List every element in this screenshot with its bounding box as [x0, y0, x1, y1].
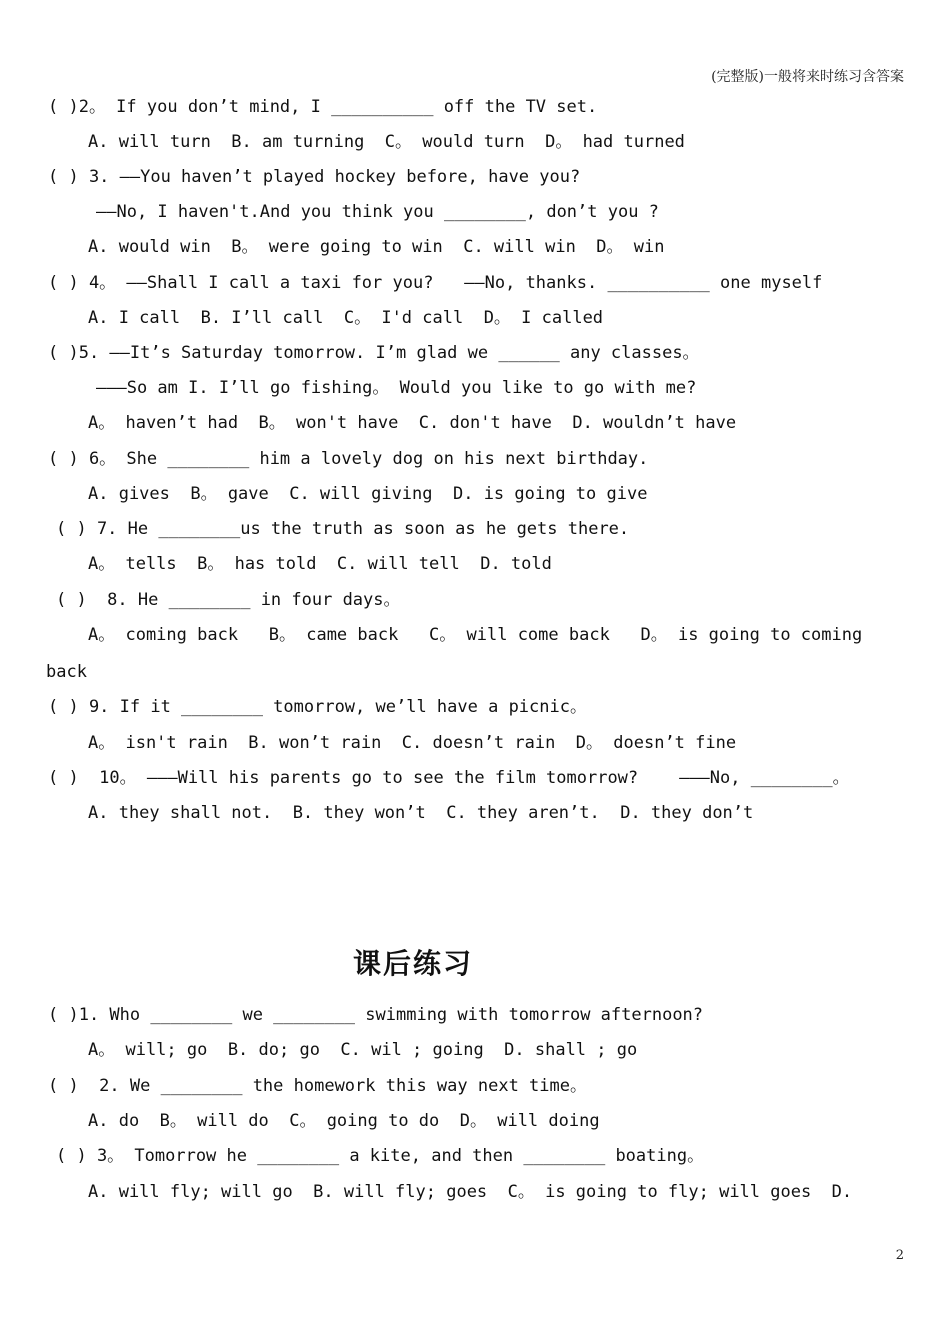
- question-line: ———So am I. I’ll go fishing。 Would you like to go with me?: [96, 378, 697, 398]
- question-line: ( )2。 If you don’t mind, I __________ off the TV set.: [48, 97, 598, 117]
- question-line: ( ) 4。 ——Shall I call a taxi for you? ——No, thanks. __________ one myself: [48, 273, 823, 293]
- answer-options: A. would win B。 were going to win C. will win D。 win: [88, 237, 665, 257]
- question-line: ( ) 7. He ________us the truth as soon as he gets there.: [56, 519, 630, 539]
- page-header: (完整版)一般将来时练习含答案: [711, 69, 904, 85]
- answer-options: back: [46, 662, 87, 682]
- question-line: ( )1. Who ________ we ________ swimming with tomorrow afternoon?: [48, 1005, 704, 1025]
- answer-options: A。 coming back B。 came back C。 will come back D。 is going to coming: [88, 625, 863, 645]
- answer-options: A. will turn B. am turning C。 would turn D。 had turned: [88, 132, 685, 152]
- page-number: 2: [895, 1248, 904, 1263]
- question-line: ( )5. ——It’s Saturday tomorrow. I’m glad we ______ any classes。: [48, 343, 700, 363]
- answer-options: A。 haven’t had B。 won't have C. don't have D. wouldn’t have: [88, 413, 737, 433]
- question-line: ——No, I haven't.And you think you ________, don’t you ?: [96, 202, 659, 222]
- question-line: ( ) 3. ——You haven’t played hockey before, have you?: [48, 167, 581, 187]
- answer-options: A. will fly; will go B. will fly; goes C。 is going to fly; will goes D.: [88, 1182, 853, 1202]
- answer-options: A。 isn't rain B. won’t rain C. doesn’t rain D。 doesn’t fine: [88, 733, 737, 753]
- answer-options: A. gives B。 gave C. will giving D. is going to give: [88, 484, 648, 504]
- answer-options: A。 tells B。 has told C. will tell D. told: [88, 554, 552, 574]
- question-line: ( ) 3。 Tomorrow he ________ a kite, and then ________ boating。: [56, 1146, 705, 1166]
- answer-options: A. they shall not. B. they won’t C. they aren’t. D. they don’t: [88, 803, 754, 823]
- answer-options: A. I call B. I’ll call C。 I'd call D。 I called: [88, 308, 604, 328]
- question-line: ( ) 9. If it ________ tomorrow, we’ll have a picnic。: [48, 697, 587, 717]
- answer-options: A。 will; go B. do; go C. wil ; going D. shall ; go: [88, 1040, 638, 1060]
- question-line: ( ) 6。 She ________ him a lovely dog on his next birthday.: [48, 449, 649, 469]
- question-line: ( ) 10。 ———Will his parents go to see the film tomorrow? ———No, ________。: [48, 768, 850, 788]
- question-line: ( ) 2. We ________ the homework this way next time。: [48, 1076, 587, 1096]
- answer-options: A. do B。 will do C。 going to do D。 will doing: [88, 1111, 600, 1131]
- question-line: ( ) 8. He ________ in four days。: [56, 590, 401, 610]
- section-title: 课后练习: [352, 947, 473, 980]
